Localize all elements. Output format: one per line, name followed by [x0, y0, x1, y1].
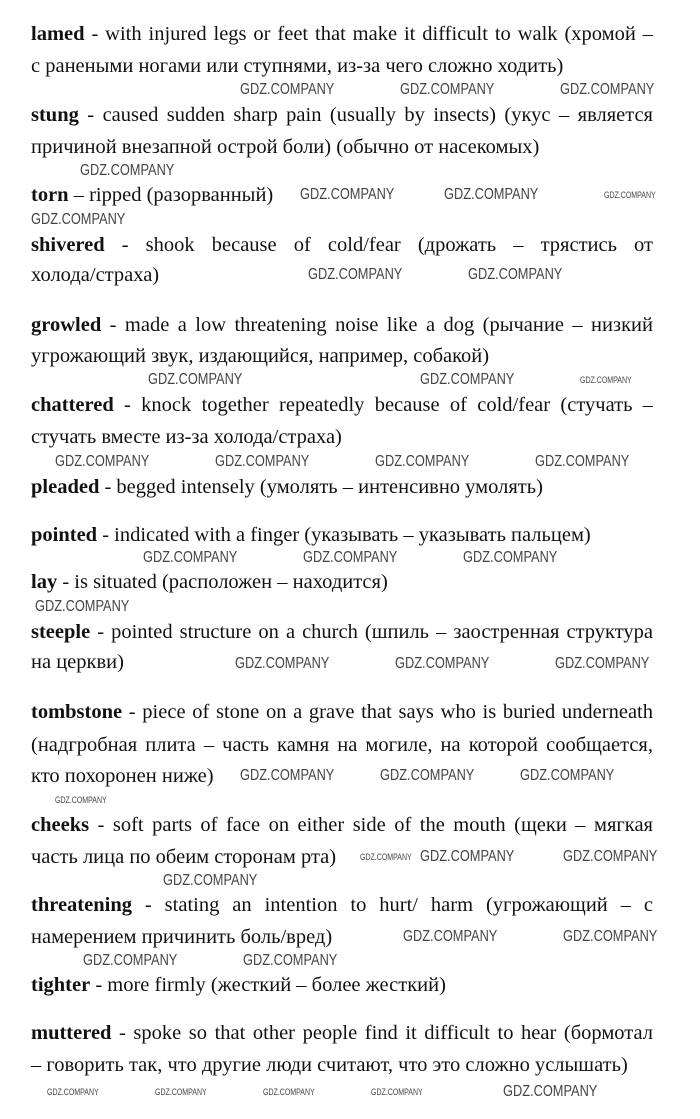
entry-continuation: [31, 765, 214, 787]
entry-term: threatening: [31, 894, 132, 916]
watermark: GDZ.COMPANY: [375, 453, 470, 470]
entry-term: cheeks: [31, 814, 90, 836]
watermark: GDZ.COMPANY: [380, 767, 475, 784]
entry-line-growled: [31, 314, 653, 336]
entry-term: growled: [31, 314, 102, 336]
entry-term: pointed: [31, 524, 98, 546]
entry-continuation: [31, 426, 342, 448]
entry-definition: - shook because of cold/fear (дрожать – трястись от: [104, 234, 653, 256]
watermark: GDZ.COMPANY: [240, 81, 335, 98]
entry-definition: (надгробная плита – часть камня на могиле, на которой сообщается,: [31, 734, 653, 756]
entry-definition: стучать вместе из-за холода/страха): [31, 426, 342, 448]
entry-definition: - made a low threatening noise like a dog (рычание – низкий: [101, 314, 653, 336]
watermark: GDZ.COMPANY: [580, 374, 632, 385]
entry-line-threatening: [31, 894, 653, 916]
entry-line-lay: [31, 571, 388, 593]
entry-definition: - piece of stone on a grave that says who is buried underneath: [122, 701, 653, 723]
entry-line-chattered: [31, 394, 653, 416]
watermark: GDZ.COMPANY: [403, 928, 498, 945]
entry-definition: кто похоронен ниже): [31, 765, 214, 787]
watermark: GDZ.COMPANY: [555, 655, 650, 672]
entry-definition: часть лица по обеим сторонам рта): [31, 846, 337, 868]
entry-term: lay: [31, 571, 58, 593]
entry-line-shivered: [31, 234, 653, 256]
entry-definition: на церкви): [31, 651, 124, 673]
entry-continuation: [31, 846, 336, 868]
watermark: GDZ.COMPANY: [300, 186, 395, 203]
watermark: GDZ.COMPANY: [420, 371, 515, 388]
entry-continuation: [31, 136, 539, 158]
watermark: GDZ.COMPANY: [143, 549, 238, 566]
watermark: GDZ.COMPANY: [155, 1086, 207, 1097]
entry-definition: с ранеными ногами или ступнями, из-за чего сложно ходить): [31, 55, 564, 77]
watermark: GDZ.COMPANY: [240, 767, 335, 784]
watermark: GDZ.COMPANY: [400, 81, 495, 98]
watermark: GDZ.COMPANY: [163, 872, 258, 889]
entry-line-steeple: [31, 621, 653, 643]
watermark: GDZ.COMPANY: [520, 767, 615, 784]
entry-line-stung: [31, 104, 653, 126]
entry-term: shivered: [31, 234, 105, 256]
watermark: GDZ.COMPANY: [560, 81, 655, 98]
entry-line-muttered: [31, 1022, 653, 1044]
watermark: GDZ.COMPANY: [371, 1086, 423, 1097]
entry-continuation: [31, 926, 332, 948]
watermark: GDZ.COMPANY: [468, 266, 563, 283]
entry-line-pointed: [31, 524, 591, 546]
entry-continuation: [31, 345, 489, 367]
watermark: GDZ.COMPANY: [604, 189, 656, 200]
entry-definition: - with injured legs or feet that make it difficult to walk (хромой –: [84, 23, 653, 45]
watermark: GDZ.COMPANY: [148, 371, 243, 388]
watermark: GDZ.COMPANY: [35, 598, 130, 615]
entry-line-torn: [31, 184, 273, 206]
entry-definition: - begged intensely (умолять – интенсивно умолять): [99, 476, 543, 498]
watermark: GDZ.COMPANY: [55, 453, 150, 470]
watermark: GDZ.COMPANY: [463, 549, 558, 566]
entry-line-lamed: [31, 23, 653, 45]
entry-term: pleaded: [31, 476, 100, 498]
entry-definition: холода/страха): [31, 264, 160, 286]
entry-term: steeple: [31, 621, 91, 643]
entry-definition: – ripped (разорванный): [68, 184, 274, 206]
watermark: GDZ.COMPANY: [535, 453, 630, 470]
entry-definition: - soft parts of face on either side of the mouth (щеки – мягкая: [89, 814, 653, 836]
entry-definition: - caused sudden sharp pain (usually by insects) (укус – является: [78, 104, 653, 126]
entry-continuation: [31, 651, 124, 673]
entry-term: lamed: [31, 23, 85, 45]
entry-term: tombstone: [31, 701, 123, 723]
watermark: GDZ.COMPANY: [303, 549, 398, 566]
watermark: GDZ.COMPANY: [47, 1086, 99, 1097]
entry-line-tombstone: [31, 701, 653, 723]
entry-continuation: [31, 55, 563, 77]
entry-definition: - stating an intention to hurt/ harm (угрожающий – с: [131, 894, 653, 916]
watermark: GDZ.COMPANY: [263, 1086, 315, 1097]
entry-definition: - knock together repeatedly because of cold/fear (стучать –: [113, 394, 653, 416]
entry-term: chattered: [31, 394, 114, 416]
watermark: GDZ.COMPANY: [215, 453, 310, 470]
entry-definition: - is situated (расположен – находится): [57, 571, 388, 593]
watermark: GDZ.COMPANY: [444, 186, 539, 203]
entry-line-pleaded: [31, 476, 543, 498]
watermark: GDZ.COMPANY: [235, 655, 330, 672]
watermark: GDZ.COMPANY: [360, 851, 412, 862]
entry-term: stung: [31, 104, 79, 126]
watermark: GDZ.COMPANY: [420, 848, 515, 865]
entry-continuation: [31, 1054, 628, 1076]
entry-term: torn: [31, 184, 69, 206]
entry-definition: - more firmly (жесткий – более жесткий): [90, 974, 446, 996]
entry-definition: - pointed structure on a church (шпиль – заостренная структура: [90, 621, 653, 643]
entry-continuation: [31, 734, 653, 756]
entry-definition: намерением причинить боль/вред): [31, 926, 333, 948]
watermark: GDZ.COMPANY: [243, 952, 338, 969]
watermark: GDZ.COMPANY: [308, 266, 403, 283]
entry-definition: - spoke so that other people find it difficult to hear (бормотал: [111, 1022, 653, 1044]
watermark: GDZ.COMPANY: [563, 848, 658, 865]
entry-line-tighter: [31, 974, 446, 996]
watermark: GDZ.COMPANY: [31, 211, 126, 228]
entry-definition: причиной внезапной острой боли) (обычно от насекомых): [31, 136, 540, 158]
watermark: GDZ.COMPANY: [83, 952, 178, 969]
watermark: GDZ.COMPANY: [563, 928, 658, 945]
entry-definition: угрожающий звук, издающийся, например, собакой): [31, 345, 490, 367]
entry-line-cheeks: [31, 814, 653, 836]
watermark: GDZ.COMPANY: [80, 162, 175, 179]
watermark: GDZ.COMPANY: [395, 655, 490, 672]
entry-definition: - indicated with a finger (указывать – указывать пальцем): [97, 524, 591, 546]
watermark: GDZ.COMPANY: [55, 794, 107, 805]
entry-term: tighter: [31, 974, 91, 996]
entry-term: muttered: [31, 1022, 112, 1044]
entry-definition: – говорить так, что другие люди считают, что это сложно услышать): [31, 1054, 628, 1076]
watermark: GDZ.COMPANY: [503, 1083, 598, 1100]
entry-continuation: [31, 264, 159, 286]
